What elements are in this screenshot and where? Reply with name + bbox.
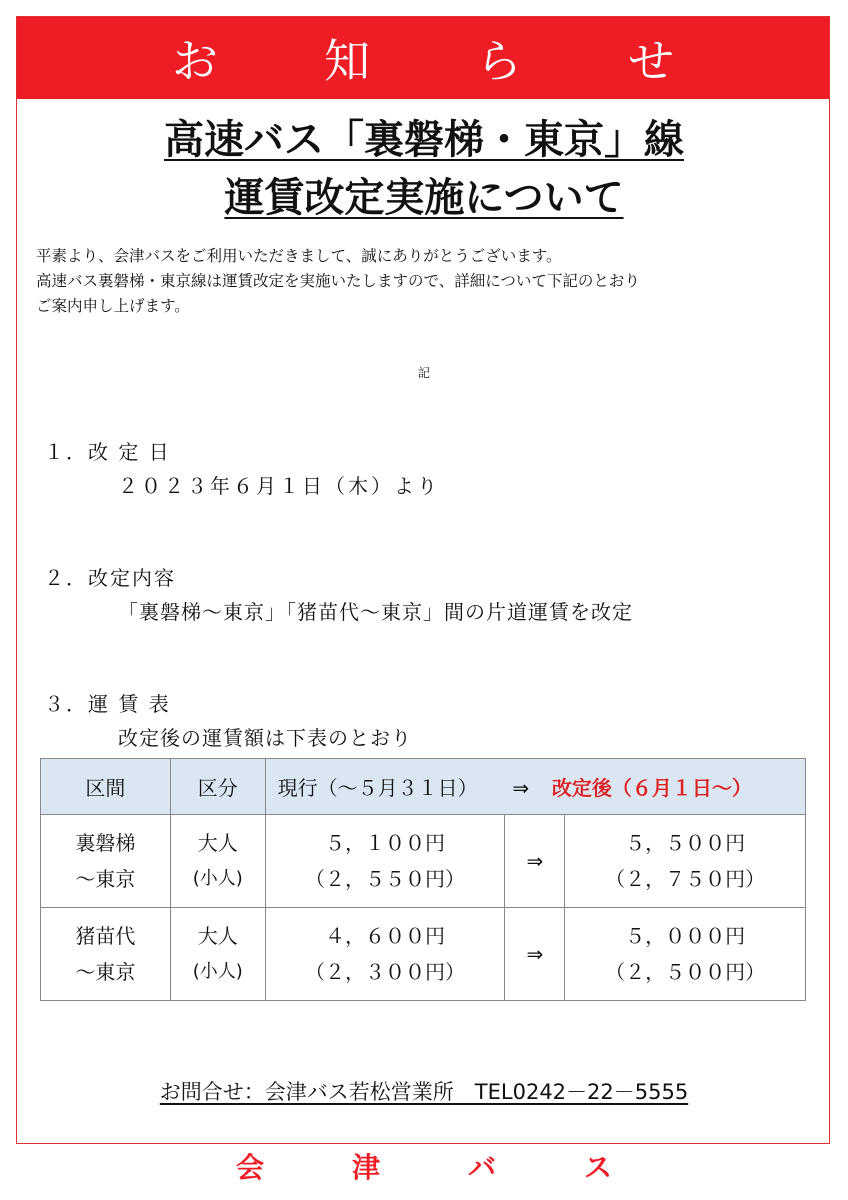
category-child: (小人) bbox=[192, 961, 243, 982]
table-row bbox=[41, 908, 806, 1001]
arrow-cell: ⇒ bbox=[505, 815, 565, 908]
route-origin: 裏磐梯 bbox=[75, 831, 136, 855]
fare-table bbox=[40, 758, 806, 1001]
category-adult: 大人 bbox=[197, 924, 238, 948]
header-section: 区間 bbox=[41, 759, 171, 815]
section-1-body: ２０２３年６月１日（木）より bbox=[118, 474, 440, 498]
section-3-body: 改定後の運賃額は下表のとおり bbox=[118, 726, 412, 750]
revised-fare-cell bbox=[565, 815, 806, 908]
contact-info: お問合せ：会津バス若松営業所 TEL0242－22－5555 bbox=[159, 1080, 689, 1104]
category-cell bbox=[170, 815, 265, 908]
section-1-heading: １．改 定 日 bbox=[44, 440, 171, 464]
route-cell bbox=[41, 815, 171, 908]
current-adult-fare: ４，６００円 bbox=[325, 924, 446, 948]
current-fare-cell bbox=[265, 908, 505, 1001]
ki-mark: 記 bbox=[417, 366, 430, 380]
revised-adult-fare: ５，０００円 bbox=[625, 924, 746, 948]
header-revised: 改定後（６月１日～） bbox=[551, 776, 752, 800]
intro-line-3: ご案内申し上げます。 bbox=[36, 297, 190, 315]
header-current: 現行（～５月３１日） bbox=[277, 776, 478, 800]
notice-banner: お 知 ら せ bbox=[17, 17, 829, 99]
category-adult: 大人 bbox=[197, 831, 238, 855]
table-header-row bbox=[41, 759, 806, 815]
revised-fare-cell bbox=[565, 908, 806, 1001]
header-category: 区分 bbox=[170, 759, 265, 815]
route-destination: ～東京 bbox=[75, 960, 136, 984]
section-2-body: 「裏磐梯～東京」「猪苗代～東京」間の片道運賃を改定 bbox=[118, 600, 633, 624]
intro-line-1: 平素より、会津バスをご利用いただきまして、誠にありがとうございます。 bbox=[36, 247, 562, 265]
revised-child-fare: （２，７５０円） bbox=[605, 867, 766, 891]
title-line-1: 高速バス「裏磐梯・東京」線 bbox=[164, 117, 684, 163]
arrow-cell: ⇒ bbox=[505, 908, 565, 1001]
current-child-fare: （２，３００円） bbox=[305, 960, 466, 984]
route-cell bbox=[41, 908, 171, 1001]
category-cell bbox=[170, 908, 265, 1001]
category-child: (小人) bbox=[192, 868, 243, 889]
section-2-heading: ２．改定内容 bbox=[44, 566, 176, 590]
header-arrow: ⇒ bbox=[512, 776, 530, 800]
current-fare-cell bbox=[265, 815, 505, 908]
revised-child-fare: （２，５００円） bbox=[605, 960, 766, 984]
header-fare bbox=[265, 759, 805, 815]
intro-line-2: 高速バス裏磐梯・東京線は運賃改定を実施いたしますので、詳細について下記のとおり bbox=[36, 272, 640, 290]
table-row bbox=[41, 815, 806, 908]
route-origin: 猪苗代 bbox=[75, 924, 136, 948]
current-child-fare: （２，５５０円） bbox=[305, 867, 466, 891]
current-adult-fare: ５，１００円 bbox=[325, 831, 446, 855]
route-destination: ～東京 bbox=[75, 867, 136, 891]
section-3-heading: ３．運 賃 表 bbox=[44, 692, 171, 716]
company-name-footer: 会津バス bbox=[235, 1151, 700, 1184]
intro-paragraph bbox=[36, 244, 806, 319]
title-line-2: 運賃改定実施について bbox=[224, 175, 624, 221]
revised-adult-fare: ５，５００円 bbox=[625, 831, 746, 855]
